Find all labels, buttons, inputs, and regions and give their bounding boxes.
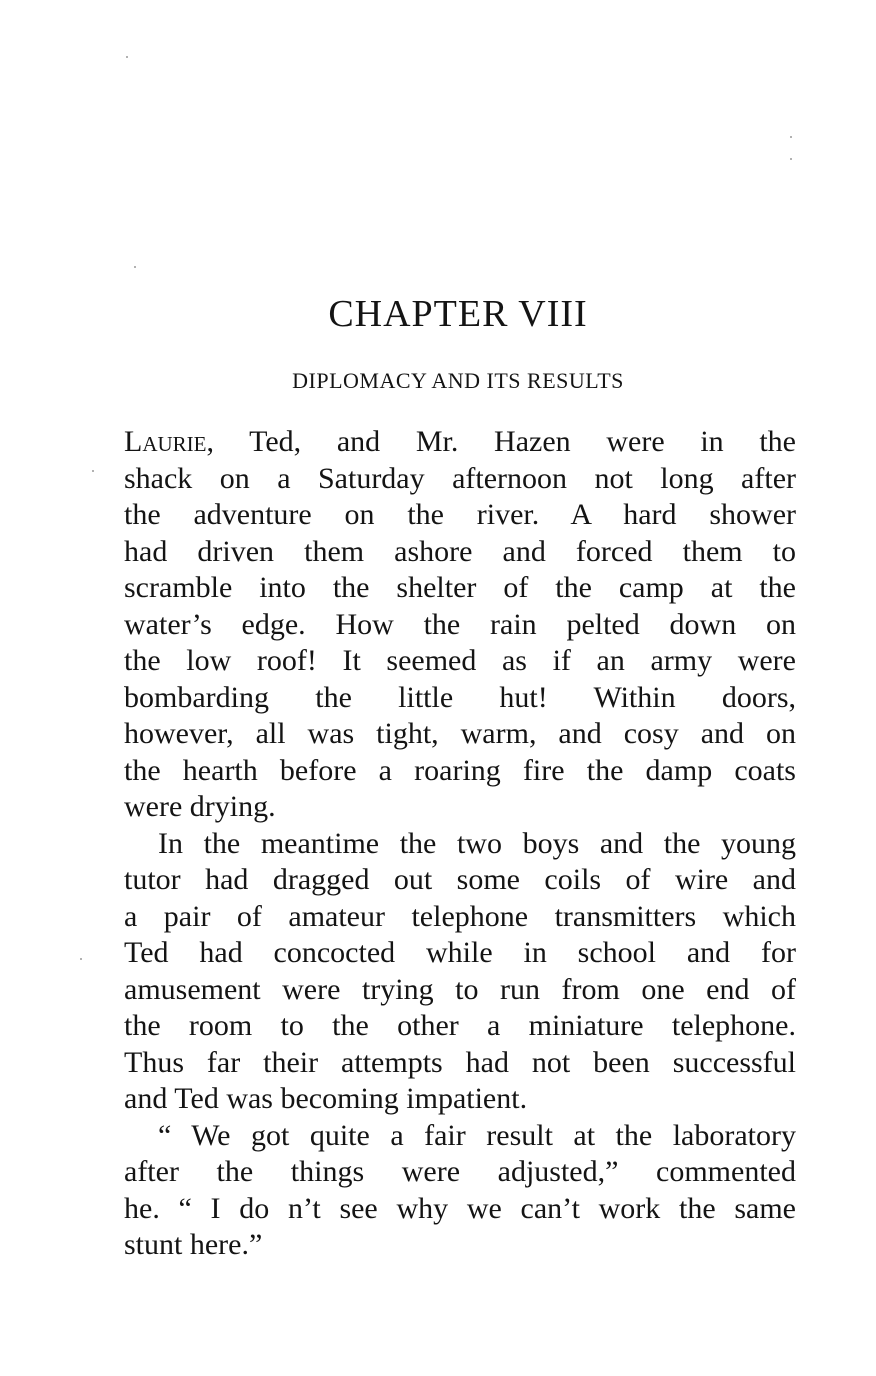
text-line: shack on a Saturday afternoon not long after [124,461,796,495]
drop-word: Laurie, [124,425,214,458]
text-line: a pair of amateur telephone transmitters which [124,899,796,933]
scan-speck [126,56,128,58]
chapter-subtitle: DIPLOMACY AND ITS RESULTS [292,368,624,393]
text-line: after the things were adjusted,” commented [124,1155,796,1188]
scan-speck [134,266,136,268]
text-line: had driven them ashore and forced them to [124,534,796,568]
text-line: the room to the other a miniature telephone. [124,1009,796,1042]
text-line: amusement were trying to run from one end of [124,972,796,1006]
text-line: the hearth before a roaring fire the damp coats [124,753,796,787]
text-line: tutor had dragged out some coils of wire and [124,863,796,896]
text-line [124,424,796,461]
text-line: Thus far their attempts had not been successful [124,1045,796,1079]
scan-speck [790,158,792,160]
text-line: and Ted was becoming impatient. [124,1082,528,1115]
text-line: water’s edge. How the rain pelted down on [124,607,796,641]
text-line: he. “ I do n’t see why we can’t work the same [124,1191,796,1225]
body-text [124,424,796,1264]
text-line: stunt here.” [124,1228,263,1261]
text-line: Ted had concocted while in school and for [124,936,796,969]
line-text: Ted, and Mr. Hazen were in the [213,425,796,458]
scan-speck [790,136,792,138]
text-line: In the meantime the two boys and the young [158,826,796,860]
chapter-title: CHAPTER VIII [328,293,588,335]
text-line: the adventure on the river. A hard shower [124,498,796,531]
text-line: however, all was tight, warm, and cosy and on [124,717,796,750]
text-line: bombarding the little hut! Within doors, [124,680,796,714]
scan-speck [92,470,94,472]
text-line: “ We got quite a fair result at the laboratory [158,1118,796,1152]
text-line: the low roof! It seemed as if an army were [124,644,796,677]
text-line: were drying. [124,790,276,823]
text-line: scramble into the shelter of the camp at the [124,571,796,604]
scan-speck [80,958,82,960]
